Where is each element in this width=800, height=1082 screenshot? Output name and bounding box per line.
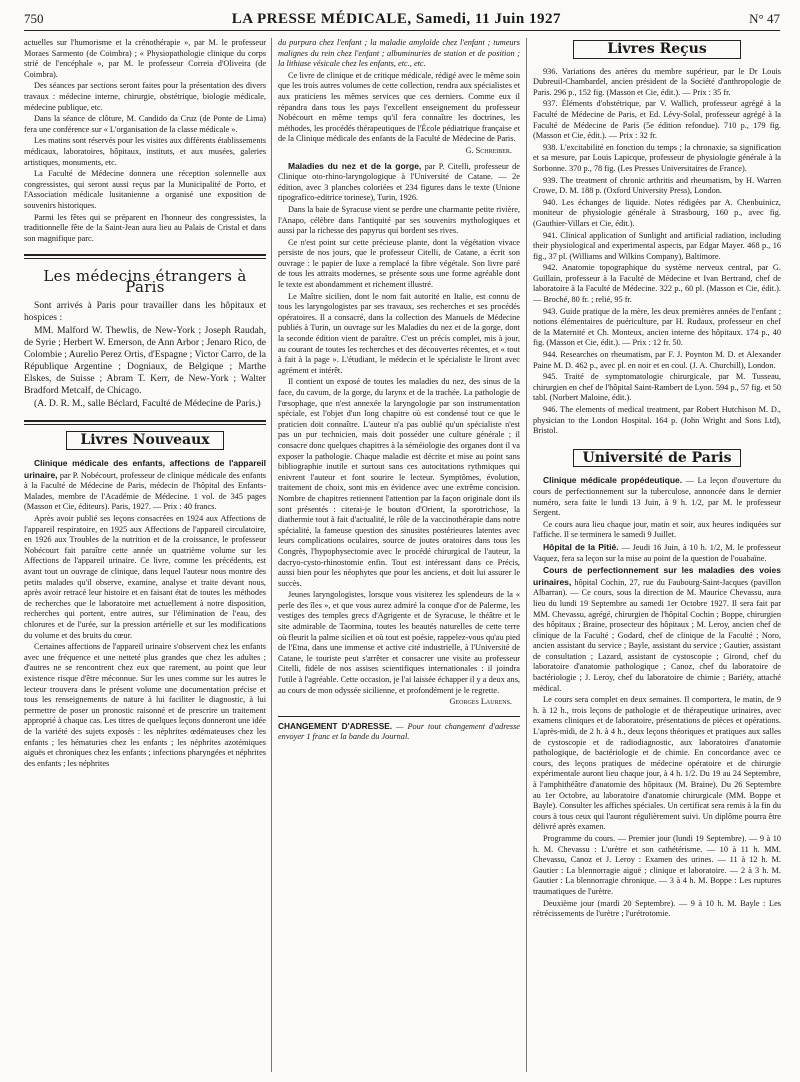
book-entry: 938. L'excitabilité en fonction du temps ; la chronaxie, sa signification et sa mesure, par Louis Lapicque, professeur de physiologie générale à la Sorbonne. 370 p., 78 fig. (Les Presses Universitaires de France).: [533, 142, 781, 173]
signature: Georges Laurens.: [449, 697, 512, 707]
paragraph: du purpura chez l'enfant ; la maladie amyloïde chez l'enfant ; tumeurs malignes du rein chez l'enfant ; albuminuries de station et de position ; la lithiase vésicale chez les enfants, etc., etc.: [278, 38, 520, 69]
book-entry: 942. Anatomie topographique du système nerveux central, par G. Guillain, professeur à la Faculté de Médecine et Ivan Bertrand, chef de laboratoire à la Faculté de Médecine. 322 p., 60 pl. (Masson et Cie, édit.). — Broché, 80 fr. ; relié, 95 fr.: [533, 263, 781, 305]
paragraph: La Faculté de Médecine donnera une réception solennelle aux congressistes, qui seront aussi reçus par la Municipalité de Porto, et l'Association médicale lusitanienne a organisé une exposition de souvenirs historiques.: [24, 169, 266, 210]
paragraph: Ce n'est point sur cette précieuse plante, dont la végétation vivace persiste de nos jours, que le professeur Citelli, de Catane, a écrit son ouvrage : le papier de luxe a remplacé la fibre végétale. Son livre paré de tous les attraits modernes, se présente sous une forme agréable dont le texte est abondamment et richement illustré.: [278, 237, 520, 290]
paragraph: Dans la séance de clôture, M. Candido da Cruz (de Ponte de Lima) fera une conférence sur « L'organisation de la classe médicale ».: [24, 114, 266, 134]
book-description: par P. Nobécourt, professeur de clinique médicale des enfants à la Faculté de Médecine de Paris, médecin de l'hôpital des Enfants-Malades, membre de l'Académie de Médecine. 1 vol. de 345 pages (Masson et Cie, éditeurs). Paris, 1927. — Prix : 40 francs.: [24, 470, 266, 512]
address-change-notice: [278, 716, 520, 743]
book-title: Maladies du nez et de la gorge,: [288, 160, 422, 171]
signature: G. Schreiber.: [465, 145, 512, 155]
column-divider: [526, 38, 527, 1072]
paragraph: Les matins sont réservés pour les visites aux différents établissements médicaux, laboratoires, hôpitaux, instituts, et aux musées, galeries artistiques, monuments, etc.: [24, 136, 266, 167]
paragraph: Parmi les fêtes qui se préparent en l'honneur des congressistes, la traditionnelle fête de la Saint-Jean aura lieu au Palais de Cristal et dans son magnifique parc.: [24, 212, 266, 243]
subsection-text: hôpital Cochin, 27, rue du Faubourg-Saint-Jacques (pavillon Albarran). — Ce cours, sous la direction de M. Maurice Chevassu, aura lieu du lundi 19 Septembre au samedi 1er Octobre 1927. Il sera fait par MM. Chevassu, agrégé, chirurgien de l'hôpital Cochin ; Boppe, chirurgien des hôpitaux ; Braine, prosecteur des hôpitaux ; M. Leroy, ancien chef de clinique de la Faculté ; Godard, chef de clinique de la Faculté ; Noro, ancien assistant du service ; Bayle, assistant du service ; Gautier, assistant de consultation ; Lazard, assistant de cystoscopie ; Girond, chef du laboratoire d'anatomie pathologique ; Canoz, chef du laboratoire de bactériologie ; J. Leroy, chef du laboratoire de chimie ; Bariéty, attaché médical.: [533, 577, 781, 693]
doctor-list: MM. Malford W. Thewlis, de New-York ; Joseph Raudah, de Syrie ; Herbert W. Emerson, de Ann Arbor ; Jenaro Rico, de Colombie ; Aurelio Perez Ortis, d'Espagne ; Victor Carro, de la République Argentine ; Dogniaux, de Belgique ; Marthe Elskes, de Suisse ; Abram T. Kerr, de New-York ; Walter Bradford Metcalf, de Chicago.: [24, 325, 266, 397]
subsection-title: Cours de perfectionnement sur les maladies des voies urinaires,: [533, 565, 781, 587]
paragraph: Ce livre de clinique et de critique médicale, rédigé avec le même soin que les trois autres volumes de cette collection, rendra aux spécialistes et aux praticiens les mêmes services que ces derniers. Comme eux il répandra dans tous les pays l'excellent enseignement du professeur Nobécourt en même temps qu'il fera connaître les doctrines, les méthodes, les procédés thérapeutiques de l'École pédiatrique française et de la Clinique médicale des enfants de la Faculté de Médecine de Paris.: [278, 70, 520, 144]
paragraph: Ce cours aura lieu chaque jour, matin et soir, aux heures indiquées sur l'affiche. Il se terminera le samedi 9 Juillet.: [533, 519, 781, 540]
paragraph: Deuxième jour (mardi 20 Septembre). — 9 à 10 h. M. Bayle : Les rétrécissements de l'urètre ; l'urétrotomie.: [533, 898, 781, 919]
book-entry: 945. Traité de symptomatologie chirurgicale, par M. Tusseau, chirurgien en chef de l'hôpital Saint-Rambert de Lyon. 594 p., 57 fig. et 50 tabl. (Norbert Maloine, édit.).: [533, 372, 781, 403]
paragraph: Jeunes laryngologistes, lorsque vous visiterez les splendeurs de la « perle des îles », et que vous aurez admiré la conque d'or de Palerme, les vestiges des temples grecs d'Agrigente et de Syracuse, le théâtre et le site admirable de Taormina, toutes les beautés naturelles de cette terre où fleurit la palme sicilien et où tout est poésie, rappelez-vous qu'au pied de l'Etna, dans une immense et active cité industrielle, à l'Université de Catane, le touriste peut s'arrêter et consacrer une visite au professeur Citelli, fidèle de nos assises scientifiques internationales : il joindra l'utile à l'agréable. Cette occasion, je l'ai laissée échapper il y a deux ans, au cours de mon odyssée sicilienne, et profondément je le regrette.: [278, 590, 520, 695]
book-entry: 936. Variations des artères du membre supérieur, par le Dr Louis Dubreuil-Chambardel, ancien président de la Société d'anthropologie de Paris. 296 p., 152 fig. (Masson et Cie, édit.). — Prix : 35 fr.: [533, 66, 781, 97]
notice-text: — Pour tout changement d'adresse envoyer 1 franc et la bande du Journal.: [278, 721, 520, 742]
book-entry: 943. Guide pratique de la mère, les deux premières années de l'enfant ; notions élémentaires de puériculture, par H. Rudaux, professeur en chef de la Maternité et Ch. Monteux, ancien interne des hôpitaux. 174 p., 40 fig. (Masson et Cie, édit.). — Prix : 12 fr. 50.: [533, 306, 781, 348]
page-header: [24, 8, 780, 31]
column-1: [24, 38, 266, 1072]
book-entry: 937. Éléments d'obstétrique, par V. Wallich, professeur agrégé à la Faculté de Médecine de Paris, et Ed. Lévy-Solal, professeur agrégé à la Faculté de Médecine de Paris (5e édition refondue). 710 p., 179 fig. (Masson et Cie, édit.). — Prix : 32 fr.: [533, 99, 781, 141]
section-rule: [24, 420, 266, 425]
issue-number: N° 47: [749, 11, 780, 26]
book-entry: 941. Clinical application of Sunlight and artificial radiation, including their physiological and experimental aspects, par Edgar Mayer. 468 p., 16 fig., 37 pl. (Williams and Wilkins Company), Baltimore.: [533, 230, 781, 261]
column-3: [533, 38, 781, 1072]
paragraph: Le Maître sicilien, dont le nom fait autorité en Italie, est connu de tous les laryngologistes par ses travaux, ses recherches et ses procédés opératoires. Il a consacré, dans la collection des Manuels de Médecine publiés à Turin, un ouvrage sur les Maladies du nez et de la gorge, dont la seconde édition vient de paraître. C'est un précis complet, mis à jour, au courant de toutes les recherches et des découvertes récentes, et « tout à fait à la page ». L'étudiant, le médecin et le spécialiste le liront avec agrément et intérêt.: [278, 291, 520, 375]
section-rule: [24, 254, 266, 259]
page-number: 750: [24, 11, 44, 26]
book-entry: 940. Les échanges de liquide. Notes rédigées par A. Chenbuinicz, moniteur de physiologie générale à Strasbourg, 160 p., avec fig. (Gauthier-Villars et Cie, édit.).: [533, 197, 781, 228]
subsection-title: Hôpital de la Pitié.: [543, 541, 619, 552]
paragraph: Dans la baie de Syracuse vient se perdre une charmante petite rivière, l'Anapo, célèbre dans l'antiquité par ses souvenirs mythologiques et aussi par la richesse des papyrus qui bordent ses rives.: [278, 204, 520, 236]
section-heading: Université de Paris: [573, 449, 741, 468]
book-entry: 939. The treatment of chronic arthritis and rheumatism, by H. Warren Crowe, D. M. 188 p. (Oxford University Press), London.: [533, 175, 781, 196]
paragraph: actuelles sur l'humorisme et la crénothérapie », par M. le professeur Moraes Sarmento (de Coimbra) ; « Physiopathologie clinique du corps strié de l'encéphale », par M. le professeur Correia d'Oliveira (de Coimbra).: [24, 38, 266, 79]
paragraph: Sont arrivés à Paris pour travailler dans les hôpitaux et hospices :: [24, 300, 266, 324]
subsection-text: — La leçon d'ouverture du cours de perfectionnement sur la tuberculose, annoncée dans le dernier numéro, sera faite le lundi 13 Juin, à 9 h. 1/2, par M. le professeur Sergent.: [533, 476, 781, 518]
paragraph: Des séances par sections seront faites pour la présentation des divers travaux : médecine interne, chirurgie, obstétrique, biologie médicale, médecine publique, etc.: [24, 81, 266, 112]
section-heading: Les médecins étrangers à Paris: [43, 267, 247, 296]
paragraph: Après avoir publié ses leçons consacrées en 1924 aux Affections de l'appareil respiratoire, en 1925 aux Affections de l'appareil circulatoire, en 1926 aux Troubles de la nutrition et de la croissance, le professeur Nobécourt fait paraître cette année un quatrième volume sur les Affections de l'appareil urinaire. Ce livre, comme les précédents, est avant tout un ouvrage de clinique, dans lequel l'auteur nous montre des petits malades qu'il observe, examine, analyse et traite devant nous, après avoir retracé leur histoire et en faisant état de toutes les méthodes de recherches que le laboratoire met actuellement à notre disposition, recherches qui portent, entre autres, sur l'élimination de l'eau, des chlorures et de l'urée, sur la pression artérielle et sur les modifications du volume et des bruits du cœur.: [24, 514, 266, 640]
column-divider: [271, 38, 272, 1072]
paragraph: Le cours sera complet en deux semaines. Il comportera, le matin, de 9 h. à 12 h., trois leçons de pathologie et de thérapeutique urinaires, avec examens cliniques et de laboratoire, présentations de pièces et opérations. L'après-midi, de 2 h. à 4 h., deux leçons théoriques et pratiques aux salles de cystoscopie et de radiodiagnostic, aux laboratoires d'anatomie pathologique, de bactériologie et de chimie. En concordance avec ce cours, des leçons pratiques de médecine opératoire et de chirurgie expérimentale auront lieu chaque jour, à 4 h. 1/2. Du 19 au 24 Septembre, à l'amphithéâtre d'anatomie des hôpitaux (M. Braine). Du 26 Septembre au 1er Octobre, au laboratoire d'anatomie chirurgicale (MM. Boppe et Bayle). Consulter les affiches spéciales. Un certificat sera remis à la fin du cours à tous ceux qui l'auront régulièrement suivi. Un diplôme pourra être délivré après examen.: [533, 695, 781, 832]
journal-title: LA PRESSE MÉDICALE, Samedi, 11 Juin 1927: [231, 10, 561, 27]
book-title: Clinique médicale des enfants, affections de l'appareil urinaire,: [24, 458, 266, 480]
book-description: par P. Citelli, professeur de Clinique oto-rhino-laryngologique à l'Université de Catane. — 2e édition, avec 3 planches coloriées et 234 figures dans le texte (Unione tipografico-editrice torinese), Turin, 1926.: [278, 161, 520, 203]
column-2: [278, 38, 520, 1072]
book-entry: 946. The elements of medical treatment, par Robert Hutchison M. D., physician to the London Hospital. 164 p. (John Wright and Sons Ltd), Bristol.: [533, 405, 781, 436]
paragraph: (A. D. R. M., salle Béclard, Faculté de Médecine de Paris.): [34, 398, 261, 410]
paragraph: Programme du cours. — Premier jour (lundi 19 Septembre). — 9 à 10 h. M. Chevassu : L'urètre et son cathétérisme. — 10 à 11 h. MM. Chevassu, Canoz et J. Leroy : Examen des urines. — 11 à 12 h. M. Gautier : La blennorragie aiguë ; clinique et laboratoire. — 2 à 3 h. M. Gautier : La blennorragie chronique. — 3 à 4 h. M. Boppe : Les ruptures traumatiques de l'urètre.: [533, 833, 781, 896]
subsection-text: — Jeudi 16 Juin, à 10 h. 1/2, M. le professeur Vaquez, fera sa leçon sur la mise au point de la question de l'ouabaïne.: [533, 542, 781, 563]
book-entry: 944. Researches on rheumatism, par F. J. Poynton M. D. et Alexander Paine M. D. 462 p., avec pl. en noir et en coul. (J. A. Churchill), London.: [533, 350, 781, 370]
paragraph: Certaines affections de l'appareil urinaire s'observent chez les enfants avec une fréquence et une netteté plus grandes que chez les adultes ; d'autres ne se rencontrent chez eux que rarement, au point que leur existence risque d'être méconnue. Sur les unes comme sur les autres le lecteur trouvera dans le présent volume une documentation précise et tous les renseignements de nature à lui faciliter le diagnostic, à lui permettre de poser un pronostic raisonné et de prescrire un traitement approprié à chaque cas. Les titres de quelques leçons donneront une idée de la variété des sujets exposés : les néphrites œdémateuses chez les enfants ; les hématuries chez les enfants ; les néphrites azotémiques aiguës et chroniques chez les enfants ; infections pharyngées et néphrites des enfants ; les néphrites: [24, 642, 266, 768]
notice-title: CHANGEMENT D'ADRESSE.: [278, 720, 393, 731]
subsection-title: Clinique médicale propédeutique.: [543, 475, 683, 486]
section-heading: Livres Reçus: [573, 40, 741, 59]
section-heading: Livres Nouveaux: [66, 431, 224, 450]
paragraph: Il contient un exposé de toutes les maladies du nez, des sinus de la face, du cavum, de la gorge, du larynx et de la trachée. La pathologie de l'œsophage, que n'est annexée la laryngologie par son instrumentation spéciale, est l'objet d'un long chapitre où est condensé tout ce que le praticien doit connaître. L'auteur n'a pas oublié qu'un spécialiste n'est pas un pur technicien, mais doit posséder une culture générale ; il consacre donc quelques chapitres à la séméiologie des organes dont il va exposer la pathologie. Chaque maladie est décrite et mise au point sans bibliographie inutile et surtout sans ces autocitations rythmiques qui enivrent l'auteur et font sourire le lecteur. Symptômes, évolution, traitement de choix, sont mis en évidence avec une extrême concision. Nombre de chapitres retiennent l'attention par la façon originale dont ils sont présentés : citerai-je le bouton d'Orient, la sporotrichose, la diathermie tout à fait d'actualité, le rôle de la vaccinothérapie dans notre spécialité, la fameuse question des sinusites postérieures latentes avec leurs complications oculaires, source de joutes oratoires dans tous les Congrès, l'hypophysectomie avec le procédé chirurgical de l'auteur, la dacryo-cysto-rhinostomie enfin. Tout est intéressant dans ce Précis, aussi bien pour les néophytes que pour les anciens, et doit lui assurer le succès.: [278, 377, 520, 588]
